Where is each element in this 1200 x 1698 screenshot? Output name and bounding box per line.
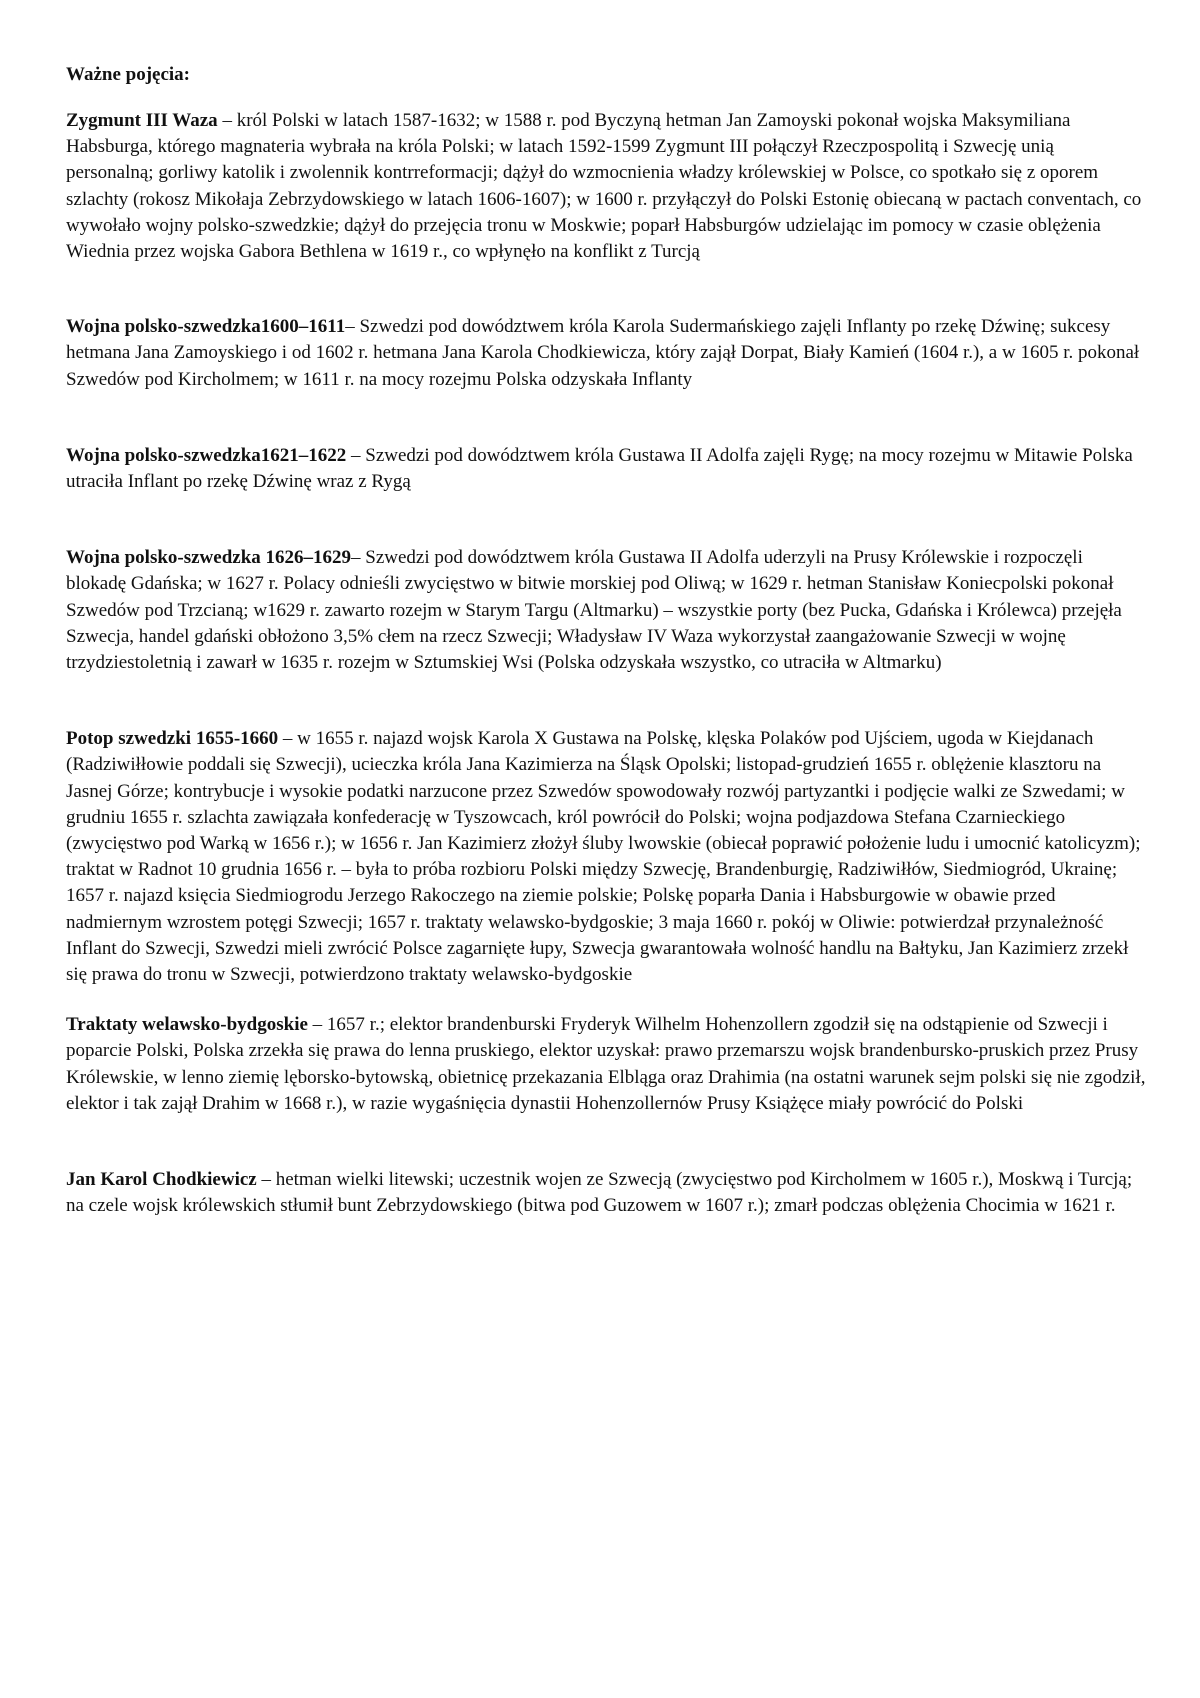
term-heading: Potop szwedzki 1655-1660 — [66, 728, 279, 750]
term-entry-wojna-1621-1622 — [66, 443, 1146, 495]
term-definition: – 1657 r.; elektor brandenburski Fryderyk Wilhelm Hohenzollern zgodził się na odstąpienie od Szwecji i poparcie Polski, Polska zrzekła się prawa do lenna pruskiego, elektor uzyskał: prawo przemarszu wojsk brandenbursko-pruskich przez Prusy Królewskie, w lenno ziemię lęborsko-bytowską, obietnicę przekazania Elbląga oraz Drahimia (na ostatni warunek sejm polski się nie zgodził, elektor i tak zajął Drahim w 1668 r.), w razie wygaśnięcia dynastii Hohenzollernów Prusy Książęce miały powrócić do Polski — [66, 1014, 1146, 1114]
term-heading: Wojna polsko-szwedzka 1626–1629 — [66, 547, 352, 569]
term-entry-potop-szwedzki — [66, 726, 1146, 988]
term-heading: Wojna polsko-szwedzka1600–1611 — [66, 316, 346, 338]
term-entry-wojna-1626-1629 — [66, 545, 1146, 676]
term-heading: Wojna polsko-szwedzka1621–1622 — [66, 444, 347, 466]
document-page — [66, 62, 1146, 1220]
term-definition: – Szwedzi pod dowództwem króla Gustawa II Adolfa zajęli Rygę; na mocy rozejmu w Mitawie Polska utraciła Inflant po rzekę Dźwinę wraz z Rygą — [66, 444, 1133, 493]
term-heading: Traktaty welawsko-bydgoskie — [66, 1014, 308, 1036]
term-entry-zygmunt-iii-waza — [66, 108, 1146, 265]
term-definition: – Szwedzi pod dowództwem króla Karola Sudermańskiego zajęli Inflanty po rzekę Dźwinę; sukcesy hetmana Jana Zamoyskiego i od 1602 r. hetmana Jana Karola Chodkiewicza, który zajął Dorpat, Biały Kamień (1604 r.), a w 1605 r. pokonał Szwedów pod Kircholmem; w 1611 r. na mocy rozejmu Polska odzyskała Inflanty — [66, 316, 1140, 390]
page-title: Ważne pojęcia: — [66, 64, 191, 85]
term-heading: Zygmunt III Waza — [66, 110, 218, 131]
term-definition: – król Polski w latach 1587-1632; w 1588 r. pod Byczyną hetman Jan Zamoyski pokonał wojska Maksymiliana Habsburga, którego magnateria wybrała na króla Polski; w latach 1592-1599 Zygmunt III połączył Rzeczpospolitą i Szwecję unią personalną; gorliwy katolik i zwolennik kontrreformacji; dążył do wzmocnienia władzy królewskiej w Polsce, co spotkało się z oporem szlachty (rokosz Mikołaja Zebrzydowskiego w latach 1606-1607); w 1600 r. przyłączył do Polski Estonię obiecaną w pactach conventach, co wywołało wojny polsko-szwedzkie; dążył do przejęcia tronu w Moskwie; poparł Habsburgów udzielając im pomocy w czasie oblężenia Wiednia przez wojska Gabora Bethlena w 1619 r., co wpłynęło na konflikt z Turcją — [66, 110, 1142, 263]
term-entry-wojna-1600-1611 — [66, 314, 1146, 393]
term-definition: – Szwedzi pod dowództwem króla Gustawa II Adolfa uderzyli na Prusy Królewskie i rozpoczęli blokadę Gdańska; w 1627 r. Polacy odnieśli zwycięstwo w bitwie morskiej pod Oliwą; w 1629 r. hetman Stanisław Koniecpolski pokonał Szwedów pod Trzcianą; w1629 r. zawarto rozejm w Starym Targu (Altmarku) – wszystkie porty (bez Pucka, Gdańska i Królewca) przejęła Szwecja, handel gdański obłożono 3,5% cłem na rzecz Szwecji; Władysław IV Waza wykorzystał zaangażowanie Szwecji w wojnę trzydziestoletnią i zawarł w 1635 r. rozejm w Sztumskiej Wsi (Polska odzyskała wszystko, co utraciła w Altmarku) — [66, 547, 1122, 674]
term-entry-traktaty-welawsko-bydgoskie — [66, 1012, 1146, 1117]
term-heading: Jan Karol Chodkiewicz — [66, 1169, 257, 1191]
term-entry-jan-karol-chodkiewicz — [66, 1167, 1146, 1219]
term-definition: – hetman wielki litewski; uczestnik wojen ze Szwecją (zwycięstwo pod Kircholmem w 1605 r.), Moskwą i Turcją; na czele wojsk królewskich stłumił bunt Zebrzydowskiego (bitwa pod Guzowem w 1607 r.); zmarł podczas oblężenia Chocimia w 1621 r. — [66, 1169, 1133, 1217]
term-definition: – w 1655 r. najazd wojsk Karola X Gustawa na Polskę, klęska Polaków pod Ujściem, ugoda w Kiejdanach (Radziwiłłowie poddali się Szwecji), ucieczka króla Jana Kazimierza na Śląsk Opolski; listopad-grudzień 1655 r. oblężenie klasztoru na Jasnej Górze; kontrybucje i wysokie podatki narzucone przez Szwedów spowodowały rozwój partyzantki i podjęcie walki ze Szwedami; w grudniu 1655 r. szlachta zawiązała konfederację w Tyszowcach, król powrócił do Polski; wojna podjazdowa Stefana Czarnieckiego (zwycięstwo pod Warką w 1656 r.); w 1656 r. Jan Kazimierz złożył śluby lwowskie (obiecał poprawić położenie ludu i umocnić katolicyzm); traktat w Radnot 10 grudnia 1656 r. – była to próba rozbioru Polski między Szwecję, Brandenburgię, Radziwiłłów, Siedmiogród, Ukrainę; 1657 r. najazd księcia Siedmiogrodu Jerzego Rakoczego na ziemie polskie; Polskę poparła Dania i Habsburgowie w obawie przed nadmiernym wzrostem potęgi Szwecji; 1657 r. traktaty welawsko-bydgoskie; 3 maja 1660 r. pokój w Oliwie: potwierdzał przynależność Inflant do Szwecji, Szwedzi mieli zwrócić Polsce zagarnięte łupy, Szwecja gwarantowała wolność handlu na Bałtyku, Jan Kazimierz zrzekł się prawa do tronu w Szwecji, potwierdzono traktaty welawsko-bydgoskie — [66, 728, 1141, 986]
